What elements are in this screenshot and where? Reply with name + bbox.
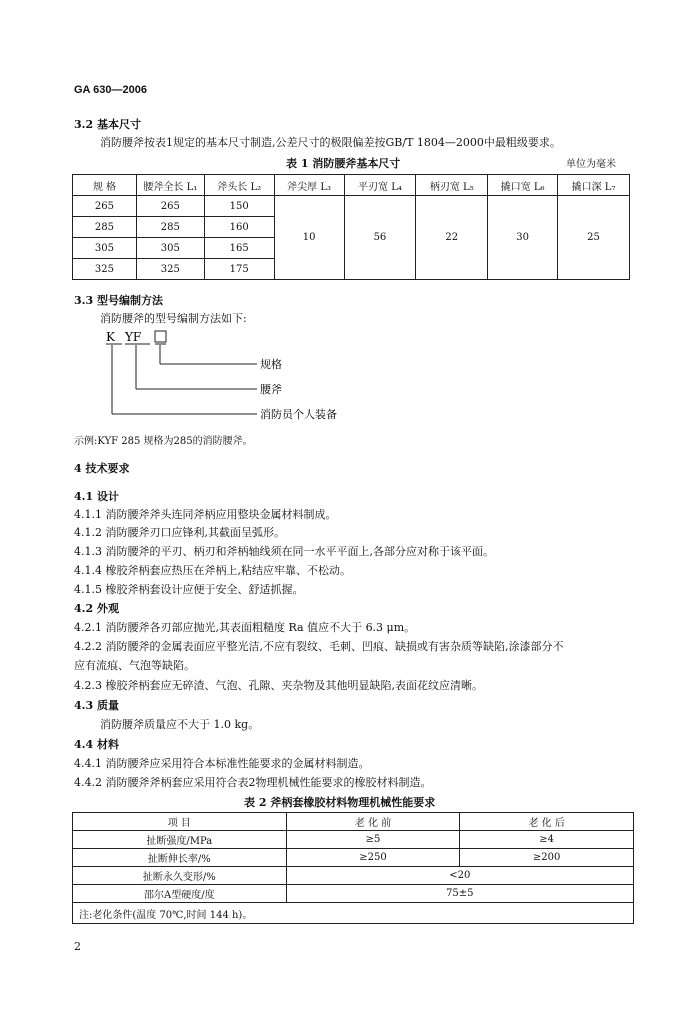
table-cell: ≥4 — [460, 831, 634, 849]
item-4-2-3: 4.2.3 橡胶斧柄套应无碎渣、气泡、孔隙、夹杂物及其他明显缺陷,表面花纹应清晰。 — [74, 679, 483, 692]
table-cell: 扯断伸长率/% — [73, 849, 287, 867]
table-cell: 扯断永久变形/% — [73, 867, 287, 885]
section-4-3-text: 消防腰斧质量应不大于 1.0 kg。 — [100, 718, 260, 731]
table1-caption: 表 1 消防腰斧基本尺寸 — [286, 157, 401, 170]
table-cell: ≥5 — [286, 831, 460, 849]
table-row — [73, 849, 634, 867]
item-4-1-4: 4.1.4 橡胶斧柄套应热压在斧柄上,粘结应牢靠、不松动。 — [74, 564, 351, 577]
table1-header: 撬口深 L₇ — [558, 175, 630, 196]
table-row — [73, 885, 634, 903]
table2-header: 老 化 后 — [460, 813, 634, 831]
section-4-1-title: 4.1 设计 — [74, 490, 119, 503]
item-4-2-1: 4.2.1 消防腰斧各刃部应抛光,其表面粗糙度 Ra 值应不大于 6.3 μm。 — [74, 621, 416, 634]
code-box — [155, 331, 166, 342]
table-note-row — [73, 903, 634, 924]
item-4-1-3: 4.1.3 消防腰斧的平刃、柄刃和斧柄轴线须在同一水平平面上,各部分应对称于该平面。 — [74, 545, 494, 558]
example-text: 示例:KYF 285 规格为285的消防腰斧。 — [74, 436, 253, 447]
item-4-2-2: 4.2.2 消防腰斧的金属表面应平整光洁,不应有裂纹、毛刺、凹痕、缺损或有害杂质等缺陷,涂漆部分不 — [74, 640, 564, 653]
table2-note: 注:老化条件(温度 70℃,时间 144 h)。 — [73, 903, 634, 924]
table-cell: 265 — [73, 196, 137, 217]
section-3-2-text: 消防腰斧按表1规定的基本尺寸制造,公差尺寸的极限偏差按GB/T 1804—2000中最粗级要求。 — [100, 136, 561, 149]
model-code-diagram — [100, 328, 380, 424]
table2-header: 老 化 前 — [286, 813, 460, 831]
table-cell: 30 — [488, 196, 558, 280]
table-cell: 邵尔A型硬度/度 — [73, 885, 287, 903]
table-cell: 150 — [204, 196, 274, 217]
table-row — [73, 196, 630, 217]
section-4-2-title: 4.2 外观 — [74, 602, 119, 615]
table-cell: <20 — [286, 867, 633, 885]
item-4-4-2: 4.4.2 消防腰斧斧柄套应采用符合表2物理机械性能要求的橡胶材料制造。 — [74, 776, 432, 789]
table-cell: 160 — [204, 217, 274, 238]
item-4-2-2-cont: 应有流痕、气泡等缺陷。 — [74, 659, 195, 672]
table-cell: 305 — [73, 238, 137, 259]
table-cell: 285 — [73, 217, 137, 238]
table-row — [73, 831, 634, 849]
section-4-title: 4 技术要求 — [74, 462, 130, 475]
table2-header-row — [73, 813, 634, 831]
item-4-1-5: 4.1.5 橡胶斧柄套设计应便于安全、舒适抓握。 — [74, 583, 304, 596]
table-cell: 175 — [204, 259, 274, 280]
table-cell: 25 — [558, 196, 630, 280]
section-4-4-title: 4.4 材料 — [74, 738, 119, 751]
table-cell: 22 — [416, 196, 488, 280]
table-row — [73, 867, 634, 885]
section-4-3-title: 4.3 质量 — [74, 699, 119, 712]
table1-header: 斧尖厚 L₃ — [274, 175, 344, 196]
table2 — [72, 812, 634, 924]
table2-caption: 表 2 斧柄套橡胶材料物理机械性能要求 — [244, 796, 436, 809]
table-cell: 扯断强度/MPa — [73, 831, 287, 849]
code-k: K — [106, 330, 115, 344]
table1-header: 柄刃宽 L₅ — [416, 175, 488, 196]
section-3-3-title: 3.3 型号编制方法 — [74, 294, 163, 307]
label-axe: 腰斧 — [260, 383, 282, 396]
table2-header: 项 目 — [73, 813, 287, 831]
table-cell: ≥250 — [286, 849, 460, 867]
table1-header: 腰斧全长 L₁ — [136, 175, 204, 196]
table-cell: 325 — [136, 259, 204, 280]
label-spec: 规格 — [260, 358, 282, 371]
table1 — [72, 174, 630, 280]
table1-header: 平刃宽 L₄ — [344, 175, 416, 196]
section-3-3-text: 消防腰斧的型号编制方法如下: — [100, 312, 247, 325]
label-equip: 消防员个人装备 — [260, 408, 337, 421]
table1-header: 斧头长 L₂ — [204, 175, 274, 196]
table-cell: 75±5 — [286, 885, 633, 903]
table-cell: 165 — [204, 238, 274, 259]
table-cell: 305 — [136, 238, 204, 259]
table-cell: 56 — [344, 196, 416, 280]
item-4-1-2: 4.1.2 消防腰斧刃口应锋利,其截面呈弧形。 — [74, 526, 285, 539]
table-cell: 285 — [136, 217, 204, 238]
table-cell: 265 — [136, 196, 204, 217]
table-cell: 10 — [274, 196, 344, 280]
table1-unit: 单位为毫米 — [566, 159, 616, 170]
table1-header-row — [73, 175, 630, 196]
table-cell: 325 — [73, 259, 137, 280]
table-cell: ≥200 — [460, 849, 634, 867]
standard-code: GA 630—2006 — [74, 84, 147, 96]
item-4-1-1: 4.1.1 消防腰斧斧头连同斧柄应用整块金属材料制成。 — [74, 508, 337, 521]
item-4-4-1: 4.4.1 消防腰斧应采用符合本标准性能要求的金属材料制造。 — [74, 757, 370, 770]
section-3-2-title: 3.2 基本尺寸 — [74, 118, 141, 131]
table1-header: 规 格 — [73, 175, 137, 196]
table1-header: 撬口宽 L₆ — [488, 175, 558, 196]
page-number: 2 — [74, 940, 81, 953]
code-yf: YF — [125, 330, 142, 344]
